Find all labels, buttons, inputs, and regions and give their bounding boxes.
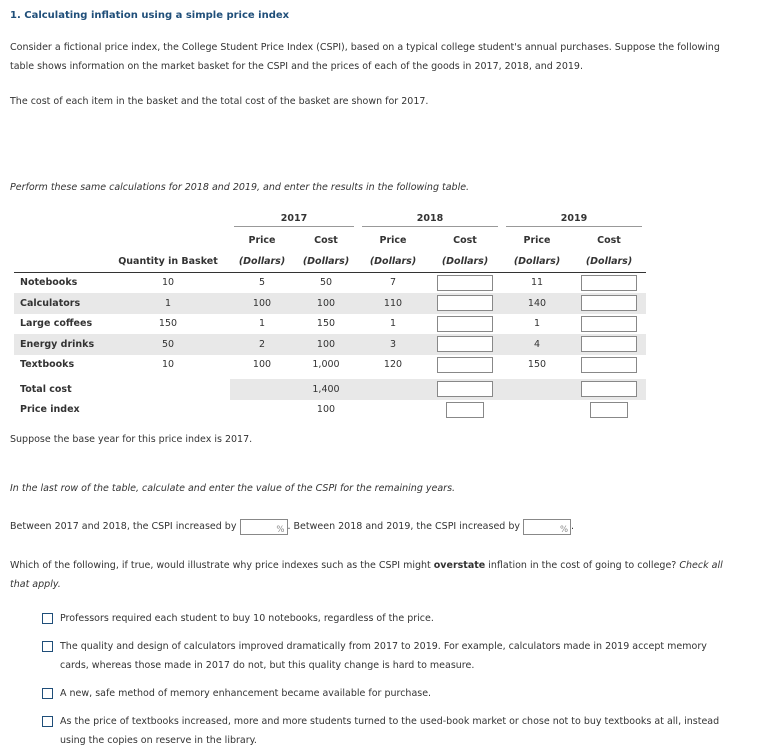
price-2018-cell: 110 <box>358 293 428 314</box>
checkbox[interactable] <box>42 641 53 652</box>
qty-cell: 10 <box>161 277 175 289</box>
price-2017-cell: 5 <box>258 277 266 289</box>
header-price-2019: Price <box>523 235 551 247</box>
row-label: Calculators <box>14 293 106 314</box>
percent-sign: % <box>559 524 569 535</box>
index-2017-cell: 100 <box>316 404 336 416</box>
increase-text-1: Between 2017 and 2018, the CSPI increased by <box>10 521 237 532</box>
price-2018-cell: 1 <box>389 318 397 330</box>
which-bold: overstate <box>433 560 486 571</box>
checkbox[interactable] <box>42 613 53 624</box>
header-unit: (Dollars) <box>230 251 294 272</box>
cost-2017-cell: 100 <box>294 293 358 314</box>
header-price-2018: Price <box>379 235 407 247</box>
header-cost-2018: Cost <box>453 235 477 247</box>
option-text: Professors required each student to buy 10 notebooks, regardless of the price. <box>60 613 434 624</box>
which-prefix: Which of the following, if true, would illustrate why price indexes such as the CSPI might <box>10 560 431 571</box>
header-unit: (Dollars) <box>572 251 646 272</box>
index-label: Price index <box>20 404 80 416</box>
cost-2019-input[interactable] <box>581 357 637 373</box>
which-question <box>10 556 740 594</box>
cost-2019-input[interactable] <box>581 295 637 311</box>
header-unit: (Dollars) <box>294 251 358 272</box>
cost-2017-cell: 50 <box>319 277 333 289</box>
row-label: Energy drinks <box>14 334 106 355</box>
option-item[interactable] <box>43 637 723 675</box>
price-2018-cell: 7 <box>389 277 397 289</box>
header-unit: (Dollars) <box>502 251 572 272</box>
table-row <box>14 272 646 293</box>
table-row <box>14 293 646 314</box>
question-title: 1. Calculating inflation using a simple price index <box>10 10 290 21</box>
price-2019-cell: 4 <box>502 334 572 355</box>
price-2017-cell: 100 <box>230 293 294 314</box>
year-2017: 2017 <box>234 213 354 227</box>
increase-text-2: . Between 2018 and 2019, the CSPI increased by <box>287 521 520 532</box>
cost-2019-input[interactable] <box>581 275 637 291</box>
total-2017-cell: 1,400 <box>294 379 358 400</box>
cost-2018-input[interactable] <box>437 357 493 373</box>
price-2017-cell: 1 <box>258 318 266 330</box>
table-row <box>14 314 646 335</box>
option-item[interactable] <box>43 684 723 703</box>
cost-2018-input[interactable] <box>437 295 493 311</box>
check-all-note: Check all that apply. <box>10 560 723 590</box>
total-2018-input[interactable] <box>437 381 493 397</box>
index-2018-input[interactable] <box>446 402 484 418</box>
row-label: Textbooks <box>20 359 75 371</box>
header-unit: (Dollars) <box>428 251 502 272</box>
total-row <box>14 379 646 400</box>
percent-sign: % <box>276 524 285 535</box>
cost-note: The cost of each item in the basket and the total cost of the basket are shown for 2017. <box>10 96 429 107</box>
price-2019-cell: 150 <box>527 359 547 371</box>
price-2018-cell: 3 <box>358 334 428 355</box>
option-text: A new, safe method of memory enhancement became available for purchase. <box>60 688 432 699</box>
total-2019-input[interactable] <box>581 381 637 397</box>
cost-2017-cell: 150 <box>316 318 336 330</box>
which-suffix: inflation in the cost of going to college? <box>488 560 677 571</box>
cost-2018-input[interactable] <box>437 336 493 352</box>
index-2019-input[interactable] <box>590 402 628 418</box>
price-2019-cell: 140 <box>502 293 572 314</box>
qty-cell: 1 <box>106 293 230 314</box>
price-2019-cell: 11 <box>530 277 544 289</box>
qty-cell: 10 <box>161 359 175 371</box>
cost-2019-input[interactable] <box>581 316 637 332</box>
base-year-note: Suppose the base year for this price index is 2017. <box>10 434 253 445</box>
index-row <box>14 400 646 421</box>
price-table <box>14 210 646 420</box>
increase-2019-input[interactable] <box>523 519 571 535</box>
intro-paragraph: Consider a fictional price index, the College Student Price Index (CSPI), based on a typical college student's annual purchases. Suppose the following table shows information on the market basket for the CSPI and the prices of each of the goods in 2017, 2018, and 2019. <box>10 42 720 72</box>
header-unit: (Dollars) <box>358 251 428 272</box>
cost-2017-cell: 1,000 <box>312 359 340 371</box>
perform-note: Perform these same calculations for 2018 and 2019, and enter the results in the following table. <box>10 182 470 193</box>
table-row <box>14 355 646 376</box>
price-2017-cell: 100 <box>252 359 272 371</box>
increase-2018-input[interactable] <box>240 519 288 535</box>
qty-cell: 50 <box>106 334 230 355</box>
increase-end: . <box>571 521 575 532</box>
price-2017-cell: 2 <box>230 334 294 355</box>
total-label: Total cost <box>14 379 106 400</box>
cost-2019-input[interactable] <box>581 336 637 352</box>
option-text: As the price of textbooks increased, more and more students turned to the used-book market or chose not to buy textbooks at all, instead using the copies on reserve in the library. <box>60 716 720 746</box>
header-cost-2017: Cost <box>314 235 338 247</box>
row-label: Large coffees <box>20 318 93 330</box>
header-price-2017: Price <box>248 235 276 247</box>
header-cost-2019: Cost <box>597 235 621 247</box>
row-label: Notebooks <box>20 277 78 289</box>
qty-cell: 150 <box>158 318 178 330</box>
checkbox[interactable] <box>42 716 53 727</box>
checkbox[interactable] <box>42 688 53 699</box>
header-quantity: Quantity in Basket <box>106 251 230 272</box>
option-text: The quality and design of calculators improved dramatically from 2017 to 2019. For example, calculators made in 2019 accept memory cards, whereas those made in 2017 do not, but this quality change is hard to measure. <box>60 641 707 671</box>
table-row <box>14 334 646 355</box>
option-item[interactable] <box>43 609 723 628</box>
cost-2018-input[interactable] <box>437 316 493 332</box>
cost-2018-input[interactable] <box>437 275 493 291</box>
year-2018: 2018 <box>362 213 498 227</box>
option-item[interactable] <box>43 712 723 750</box>
increase-sentence <box>10 518 574 536</box>
year-2019: 2019 <box>506 213 642 227</box>
price-2019-cell: 1 <box>533 318 541 330</box>
price-2018-cell: 120 <box>383 359 403 371</box>
cost-2017-cell: 100 <box>294 334 358 355</box>
last-row-note: In the last row of the table, calculate and enter the value of the CSPI for the remaining years. <box>10 483 456 494</box>
